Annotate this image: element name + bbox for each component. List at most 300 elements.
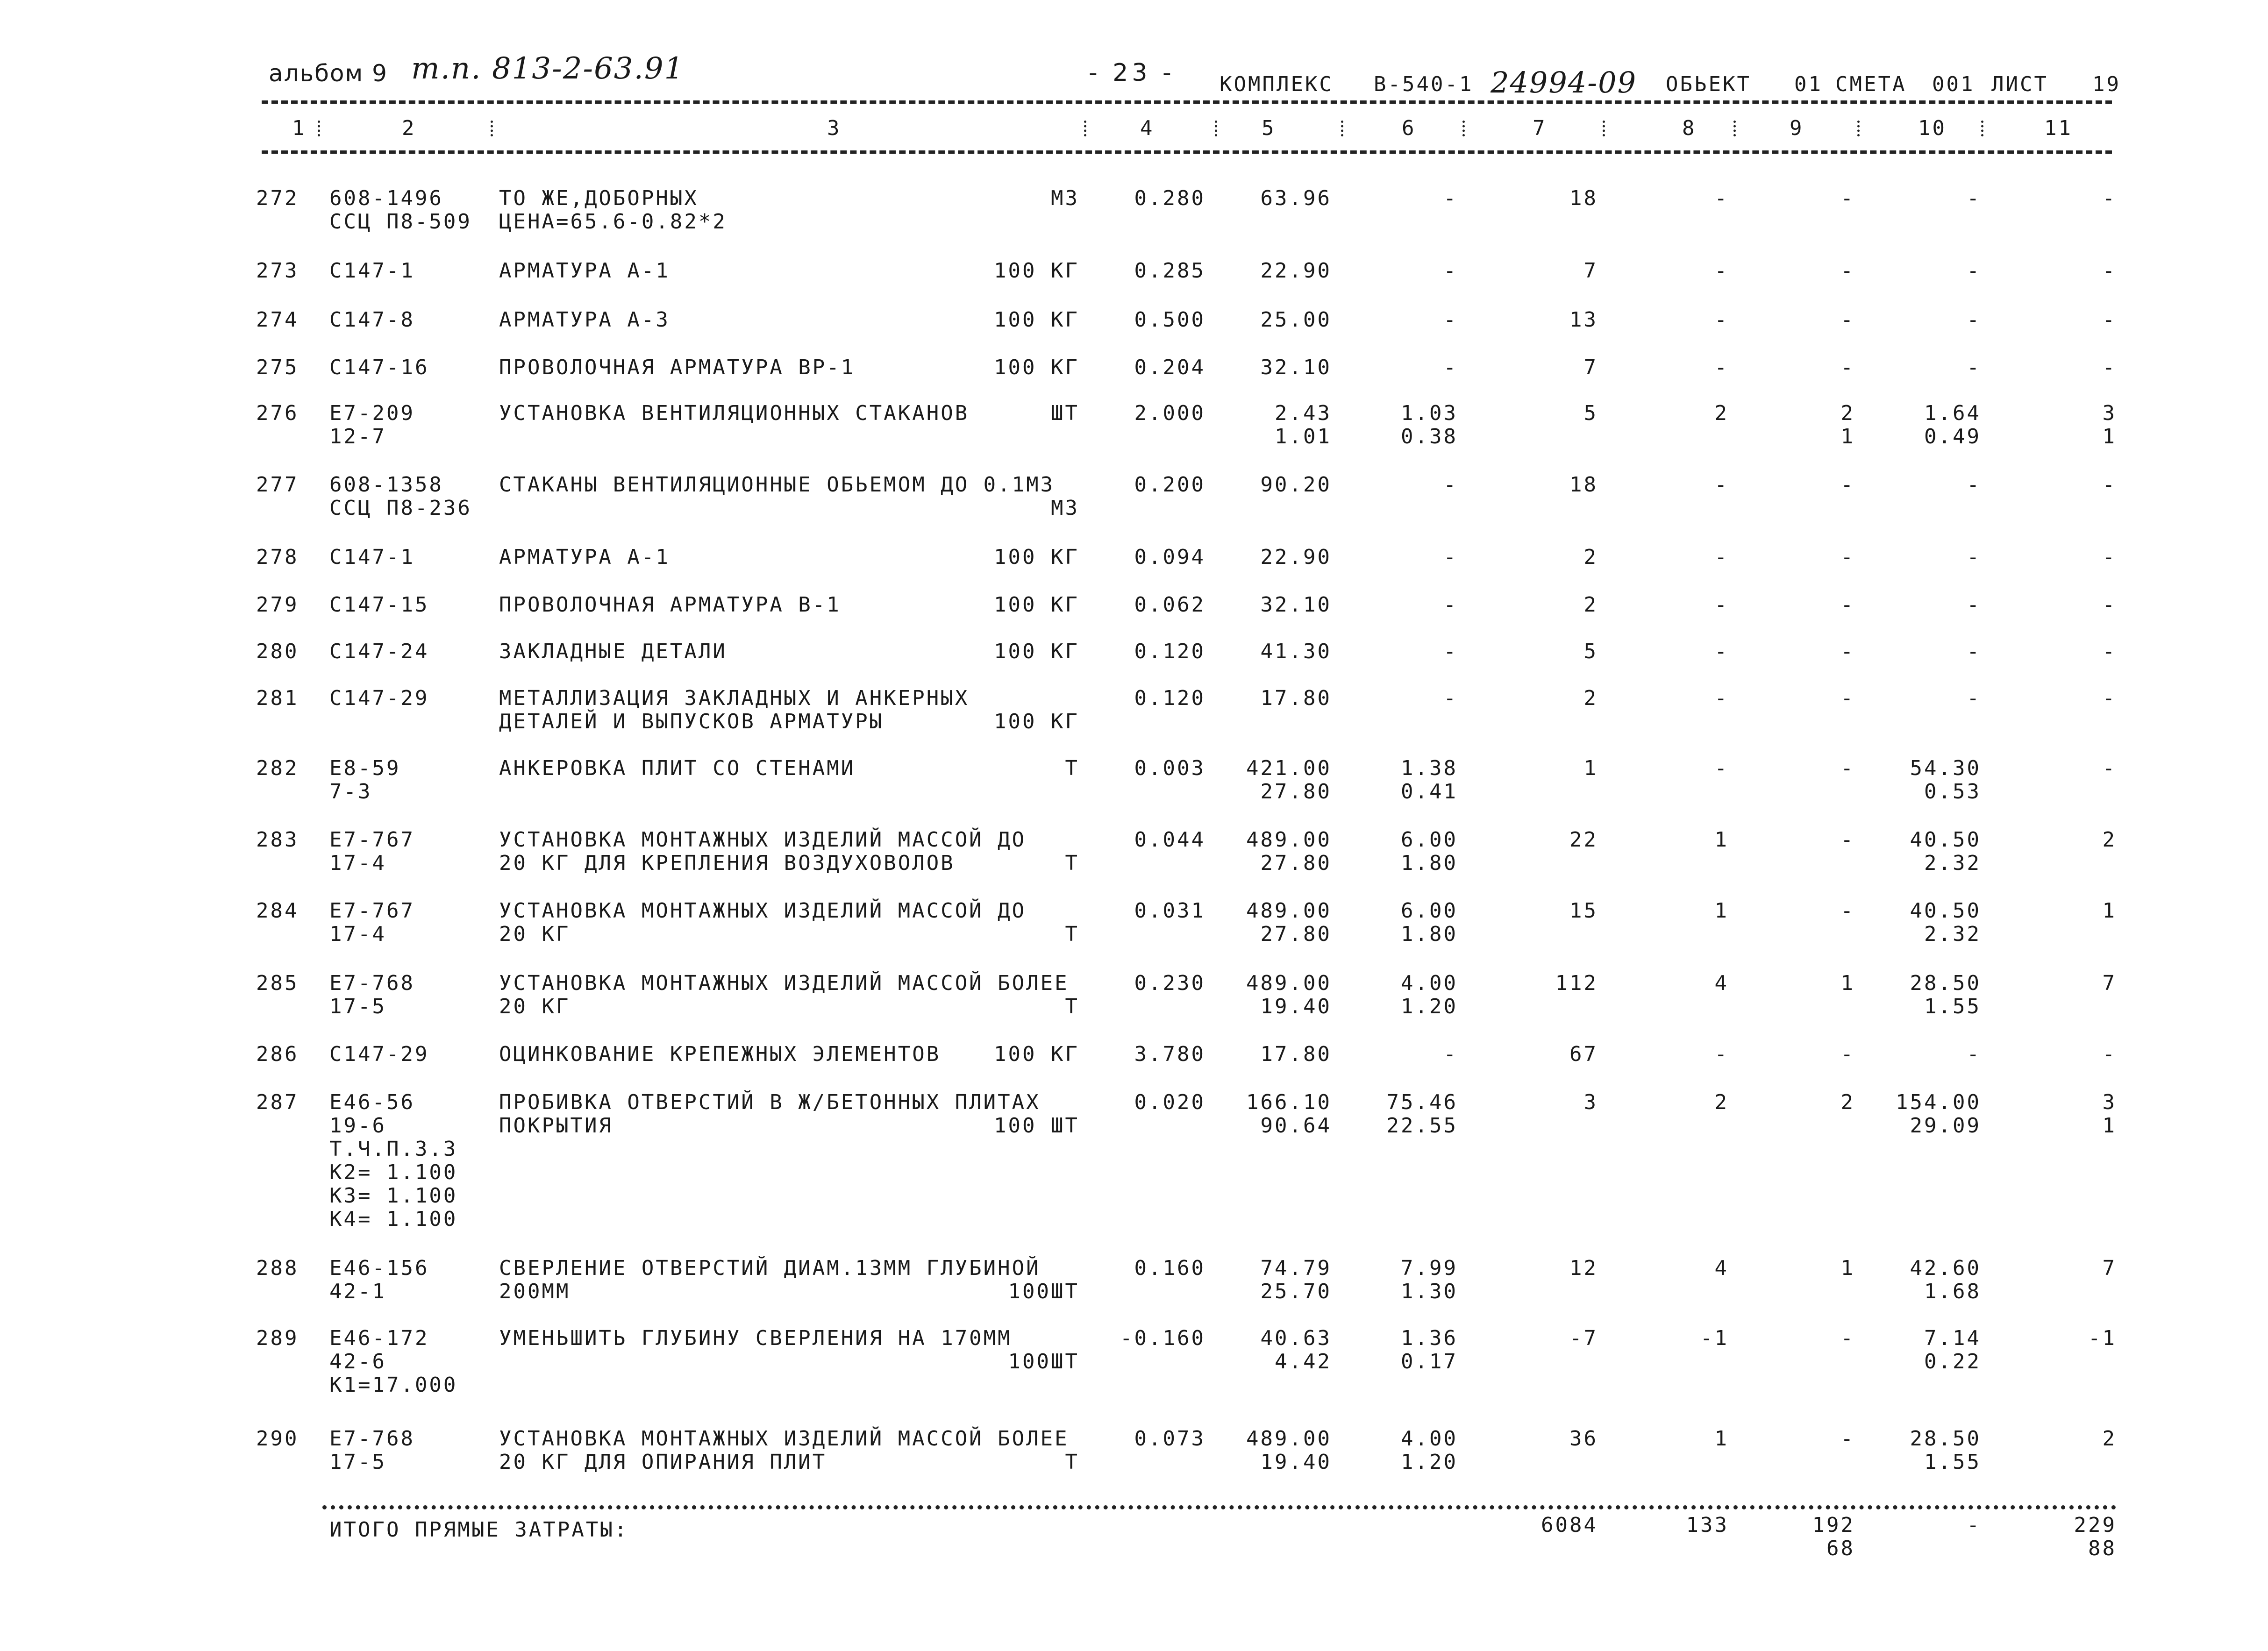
row-col6: 0.17 [1401,1350,1458,1373]
row-col10: 29.09 [1910,1114,1981,1138]
column-number-8: 8 [1682,116,1697,140]
row-name: УСТАНОВКА МОНТАЖНЫХ ИЗДЕЛИЙ МАССОЙ ДО [499,899,1027,923]
row-number: 272 [256,186,299,210]
row-code: К4= 1.100 [329,1207,458,1231]
row-col7: 112 [1555,971,1598,995]
row-col6: - [1443,473,1458,497]
row-code: К2= 1.100 [329,1160,458,1184]
row-col10: 2.32 [1924,851,1981,875]
row-col6: 4.00 [1401,971,1458,995]
estimate-value: 001 [1932,72,1975,96]
row-col10: 54.30 [1910,756,1981,780]
row-code: 608-1358 [329,473,443,497]
row-col9: 1 [1840,971,1855,995]
row-number: 288 [256,1256,299,1280]
row-unit: 100 ШТ [994,1114,1079,1138]
column-divider-mark [1341,121,1346,136]
row-quantity: 0.160 [1134,1256,1205,1280]
row-col6: - [1443,308,1458,332]
row-name: АРМАТУРА А-1 [499,259,670,283]
row-code: 17-4 [329,851,386,875]
row-number: 287 [256,1090,299,1114]
row-col5: 25.00 [1260,308,1332,332]
row-col11: 1 [2102,1114,2117,1138]
row-code: С147-29 [329,1042,429,1066]
row-col8: - [1714,356,1729,379]
row-col11: - [2102,756,2117,780]
row-col5: 4.42 [1275,1350,1332,1373]
complex-handwritten: 24994-09 [1491,65,1637,100]
row-col9: 1 [1840,1256,1855,1280]
row-col11: - [2102,593,2117,617]
row-name: МЕТАЛЛИЗАЦИЯ ЗАКЛАДНЫХ И АНКЕРНЫХ [499,686,970,710]
row-col7: 22 [1569,828,1598,852]
row-name: УСТАНОВКА МОНТАЖНЫХ ИЗДЕЛИЙ МАССОЙ БОЛЕЕ [499,1427,1069,1451]
row-col6: 1.38 [1401,756,1458,780]
row-col6: 1.80 [1401,851,1458,875]
total-label: ИТОГО ПРЯМЫЕ ЗАТРАТЫ: [329,1518,629,1542]
row-col9: - [1840,640,1855,663]
row-col6: 1.36 [1401,1326,1458,1350]
row-unit: М3 [1051,186,1079,210]
row-col8: 1 [1714,1427,1729,1451]
row-col7: 13 [1569,308,1598,332]
column-number-1: 1 [292,116,307,140]
row-col9: - [1840,1326,1855,1350]
row-col7: 3 [1583,1090,1598,1114]
row-col5: 27.80 [1260,851,1332,875]
row-col11: 1 [2102,899,2117,923]
row-quantity: 3.780 [1134,1042,1205,1066]
column-divider-mark [318,121,322,136]
row-col5: 489.00 [1246,828,1332,852]
row-col5: 40.63 [1260,1326,1332,1350]
row-col5: 489.00 [1246,971,1332,995]
row-code: ССЦ П8-509 [329,210,472,234]
row-name: 20 КГ [499,995,571,1018]
row-name: ТО ЖЕ,ДОБОРНЫХ [499,186,699,210]
row-col9: - [1840,828,1855,852]
row-col9: - [1840,756,1855,780]
row-number: 273 [256,259,299,283]
row-quantity: 0.062 [1134,593,1205,617]
row-number: 275 [256,356,299,379]
row-col5: 1.01 [1275,425,1332,448]
row-col7: 18 [1569,473,1598,497]
row-col8: 4 [1714,1256,1729,1280]
row-unit: Т [1065,995,1079,1018]
row-name: ПОКРЫТИЯ [499,1114,613,1138]
row-col10: 1.55 [1924,995,1981,1018]
row-col10: - [1967,308,1981,332]
row-quantity: 0.230 [1134,971,1205,995]
header-top-rule [262,100,2112,104]
total-c10: - [1967,1513,1981,1537]
row-col11: - [2102,640,2117,663]
row-code: Е46-56 [329,1090,415,1114]
row-quantity: 0.120 [1134,686,1205,710]
row-col8: - [1714,545,1729,569]
row-code: 17-4 [329,922,386,946]
row-unit: Т [1065,1450,1079,1474]
row-unit: 100 КГ [994,710,1079,733]
row-unit: Т [1065,851,1079,875]
row-col8: - [1714,186,1729,210]
row-name: УСТАНОВКА МОНТАЖНЫХ ИЗДЕЛИЙ МАССОЙ БОЛЕЕ [499,971,1069,995]
row-col5: 22.90 [1260,259,1332,283]
row-unit: 100 КГ [994,593,1079,617]
row-unit: ШТ [1051,401,1079,425]
row-col7: 2 [1583,686,1598,710]
row-col7: 36 [1569,1427,1598,1451]
row-col10: - [1967,356,1981,379]
row-col8: - [1714,259,1729,283]
row-quantity: 0.500 [1134,308,1205,332]
column-number-10: 10 [1918,116,1947,140]
column-number-7: 7 [1533,116,1547,140]
column-number-3: 3 [827,116,842,140]
row-unit: 100 КГ [994,259,1079,283]
row-name: 200ММ [499,1280,571,1303]
row-unit: 100ШТ [1008,1350,1079,1373]
row-code: С147-29 [329,686,429,710]
row-col6: - [1443,545,1458,569]
row-name: АНКЕРОВКА ПЛИТ СО СТЕНАМИ [499,756,856,780]
row-code: Е7-768 [329,1427,415,1451]
estimate-label: СМЕТА [1835,72,1907,96]
column-number-5: 5 [1262,116,1276,140]
row-col6: 22.55 [1386,1114,1458,1138]
row-col11: - [2102,1042,2117,1066]
row-col10: 28.50 [1910,971,1981,995]
row-col7: 2 [1583,593,1598,617]
row-col10: - [1967,473,1981,497]
row-col5: 41.30 [1260,640,1332,663]
row-number: 289 [256,1326,299,1350]
row-code: 17-5 [329,995,386,1018]
row-col5: 17.80 [1260,1042,1332,1066]
row-col9: - [1840,259,1855,283]
row-col11: 2 [2102,1427,2117,1451]
row-col7: 12 [1569,1256,1598,1280]
row-col6: 6.00 [1401,828,1458,852]
row-col6: 75.46 [1386,1090,1458,1114]
row-quantity: 0.073 [1134,1427,1205,1451]
row-col7: 5 [1583,401,1598,425]
row-name: СТАКАНЫ ВЕНТИЛЯЦИОННЫЕ ОБЬЕМОМ ДО 0.1М3 [499,473,1055,497]
row-code: К1=17.000 [329,1373,458,1397]
row-col8: 2 [1714,401,1729,425]
row-col10: 154.00 [1896,1090,1981,1114]
row-quantity: 2.000 [1134,401,1205,425]
row-col6: - [1443,186,1458,210]
row-col10: 40.50 [1910,899,1981,923]
row-col10: 7.14 [1924,1326,1981,1350]
row-col9: - [1840,186,1855,210]
row-quantity: 0.200 [1134,473,1205,497]
row-unit: Т [1065,756,1079,780]
row-col5: 421.00 [1246,756,1332,780]
complex-code: В-540-1 [1374,72,1474,96]
column-number-11: 11 [2044,116,2073,140]
total-c11-line1: 229 [2074,1513,2117,1537]
row-quantity: 0.280 [1134,186,1205,210]
row-quantity: 0.204 [1134,356,1205,379]
project-handwritten: т.п. 813-2-63.91 [411,51,685,86]
row-col8: - [1714,756,1729,780]
row-col11: 1 [2102,425,2117,448]
row-col10: 0.53 [1924,780,1981,804]
row-col7: 67 [1569,1042,1598,1066]
row-col7: 5 [1583,640,1598,663]
row-unit: Т [1065,922,1079,946]
row-code: Е7-767 [329,899,415,923]
row-col5: 27.80 [1260,780,1332,804]
row-col6: - [1443,686,1458,710]
row-number: 279 [256,593,299,617]
column-divider-mark [1603,121,1607,136]
row-code: 17-5 [329,1450,386,1474]
row-col8: - [1714,593,1729,617]
row-name: 20 КГ [499,922,571,946]
row-col10: - [1967,640,1981,663]
row-name: СВЕРЛЕНИЕ ОТВЕРСТИЙ ДИАМ.13ММ ГЛУБИНОЙ [499,1256,1041,1280]
row-col9: 2 [1840,1090,1855,1114]
column-divider-mark [1215,121,1220,136]
row-number: 277 [256,473,299,497]
row-col10: 28.50 [1910,1427,1981,1451]
column-number-6: 6 [1402,116,1416,140]
row-col6: 1.20 [1401,1450,1458,1474]
row-quantity: 0.003 [1134,756,1205,780]
object-value: 01 [1794,72,1823,96]
row-name: УСТАНОВКА ВЕНТИЛЯЦИОННЫХ СТАКАНОВ [499,401,970,425]
row-number: 283 [256,828,299,852]
sheet-value: 19 [2092,72,2121,96]
row-col9: - [1840,545,1855,569]
row-col8: 1 [1714,828,1729,852]
row-col8: 2 [1714,1090,1729,1114]
row-code: К3= 1.100 [329,1184,458,1208]
row-col8: - [1714,473,1729,497]
row-col9: - [1840,1427,1855,1451]
row-col10: 42.60 [1910,1256,1981,1280]
row-code: Е46-172 [329,1326,429,1350]
row-col9: - [1840,899,1855,923]
row-col8: 1 [1714,899,1729,923]
row-col10: 1.55 [1924,1450,1981,1474]
row-unit: 100ШТ [1008,1280,1079,1303]
row-col5: 17.80 [1260,686,1332,710]
row-col5: 32.10 [1260,356,1332,379]
column-divider-mark [491,121,495,136]
total-separator [322,1505,2117,1509]
row-number: 282 [256,756,299,780]
row-col5: 489.00 [1246,899,1332,923]
row-quantity: 0.120 [1134,640,1205,663]
row-col6: 1.03 [1401,401,1458,425]
row-col10: - [1967,593,1981,617]
row-name: 20 КГ ДЛЯ КРЕПЛЕНИЯ ВОЗДУХОВОЛОВ [499,851,955,875]
row-col10: - [1967,545,1981,569]
row-col6: 0.38 [1401,425,1458,448]
row-col9: - [1840,356,1855,379]
row-col10: 40.50 [1910,828,1981,852]
row-col11: 3 [2102,1090,2117,1114]
row-name: ДЕТАЛЕЙ И ВЫПУСКОВ АРМАТУРЫ [499,710,884,733]
row-col9: 2 [1840,401,1855,425]
row-col9: - [1840,593,1855,617]
row-col6: - [1443,593,1458,617]
row-col9: 1 [1840,425,1855,448]
header-bottom-rule [262,150,2112,154]
row-col8: - [1714,1042,1729,1066]
row-code: С147-15 [329,593,429,617]
row-col5: 19.40 [1260,995,1332,1018]
row-code: С147-1 [329,259,415,283]
column-number-4: 4 [1140,116,1155,140]
row-name: УСТАНОВКА МОНТАЖНЫХ ИЗДЕЛИЙ МАССОЙ ДО [499,828,1027,852]
row-number: 281 [256,686,299,710]
total-c7: 6084 [1541,1513,1598,1537]
row-col5: 90.64 [1260,1114,1332,1138]
column-number-2: 2 [402,116,416,140]
row-col11: 7 [2102,1256,2117,1280]
row-col9: - [1840,686,1855,710]
row-col6: 0.41 [1401,780,1458,804]
row-col7: 1 [1583,756,1598,780]
row-code: ССЦ П8-236 [329,496,472,520]
row-name: ЦЕНА=65.6-0.82*2 [499,210,727,234]
row-col5: 63.96 [1260,186,1332,210]
album-label: альбом 9 [269,60,388,87]
column-divider-mark [1462,121,1467,136]
row-col11: 2 [2102,828,2117,852]
row-unit: 100 КГ [994,356,1079,379]
row-col6: 6.00 [1401,899,1458,923]
column-divider-mark [1733,121,1738,136]
row-name: ПРОБИВКА ОТВЕРСТИЙ В Ж/БЕТОННЫХ ПЛИТАХ [499,1090,1041,1114]
row-col7: 2 [1583,545,1598,569]
total-c8: 133 [1686,1513,1729,1537]
row-code: Е46-156 [329,1256,429,1280]
row-unit: 100 КГ [994,545,1079,569]
row-code: 608-1496 [329,186,443,210]
row-col5: 32.10 [1260,593,1332,617]
total-c11-line2: 88 [2088,1537,2117,1560]
row-quantity: 0.044 [1134,828,1205,852]
row-col8: - [1714,308,1729,332]
row-col5: 489.00 [1246,1427,1332,1451]
column-divider-mark [1084,121,1089,136]
row-col6: 1.80 [1401,922,1458,946]
row-col5: 27.80 [1260,922,1332,946]
row-col11: - [2102,545,2117,569]
row-col10: - [1967,686,1981,710]
row-unit: 100 КГ [994,640,1079,663]
row-col8: - [1714,686,1729,710]
page-number: - 23 - [1089,59,1175,87]
row-code: Е7-768 [329,971,415,995]
row-col7: 7 [1583,356,1598,379]
row-col5: 22.90 [1260,545,1332,569]
row-col10: 0.49 [1924,425,1981,448]
row-name: ЗАКЛАДНЫЕ ДЕТАЛИ [499,640,727,663]
row-col8: -1 [1700,1326,1729,1350]
row-col7: 15 [1569,899,1598,923]
row-col6: - [1443,1042,1458,1066]
row-col9: - [1840,308,1855,332]
row-code: Т.Ч.П.3.3 [329,1137,458,1161]
row-col10: - [1967,186,1981,210]
row-col6: 1.30 [1401,1280,1458,1303]
row-col11: -1 [2088,1326,2117,1350]
column-divider-mark [1857,121,1862,136]
row-col6: 7.99 [1401,1256,1458,1280]
row-col6: - [1443,259,1458,283]
row-code: С147-1 [329,545,415,569]
row-code: 42-6 [329,1350,386,1373]
sheet-label: ЛИСТ [1991,72,2048,96]
row-col11: - [2102,308,2117,332]
row-quantity: 0.094 [1134,545,1205,569]
row-code: 12-7 [329,425,386,448]
row-col11: - [2102,259,2117,283]
row-name: ОЦИНКОВАНИЕ КРЕПЕЖНЫХ ЭЛЕМЕНТОВ [499,1042,941,1066]
row-col11: - [2102,473,2117,497]
row-col5: 2.43 [1275,401,1332,425]
row-code: Е8-59 [329,756,401,780]
total-c9-line1: 192 [1812,1513,1855,1537]
row-unit: 100 КГ [994,1042,1079,1066]
row-col10: - [1967,1042,1981,1066]
row-col9: - [1840,1042,1855,1066]
complex-label: КОМПЛЕКС [1220,72,1334,96]
row-unit: 100 КГ [994,308,1079,332]
row-col11: 3 [2102,401,2117,425]
row-col11: - [2102,686,2117,710]
row-number: 286 [256,1042,299,1066]
object-label: ОБЬЕКТ [1666,72,1751,96]
row-code: 7-3 [329,780,372,804]
row-col10: 1.64 [1924,401,1981,425]
row-quantity: 0.020 [1134,1090,1205,1114]
row-name: ПРОВОЛОЧНАЯ АРМАТУРА ВР-1 [499,356,856,379]
row-code: 42-1 [329,1280,386,1303]
row-code: Е7-209 [329,401,415,425]
row-quantity: -0.160 [1120,1326,1205,1350]
row-code: 19-6 [329,1114,386,1138]
row-name: АРМАТУРА А-1 [499,545,670,569]
row-code: Е7-767 [329,828,415,852]
row-number: 290 [256,1427,299,1451]
row-col6: 4.00 [1401,1427,1458,1451]
row-name: 20 КГ ДЛЯ ОПИРАНИЯ ПЛИТ [499,1450,827,1474]
row-number: 276 [256,401,299,425]
row-code: С147-8 [329,308,415,332]
row-code: С147-24 [329,640,429,663]
row-name: АРМАТУРА А-3 [499,308,670,332]
column-number-9: 9 [1790,116,1804,140]
row-unit: М3 [1051,496,1079,520]
row-col11: - [2102,356,2117,379]
row-name: ПРОВОЛОЧНАЯ АРМАТУРА В-1 [499,593,841,617]
row-col6: - [1443,356,1458,379]
row-col7: 7 [1583,259,1598,283]
row-name: УМЕНЬШИТЬ ГЛУБИНУ СВЕРЛЕНИЯ НА 170ММ [499,1326,1012,1350]
row-col10: 0.22 [1924,1350,1981,1373]
row-col10: 1.68 [1924,1280,1981,1303]
